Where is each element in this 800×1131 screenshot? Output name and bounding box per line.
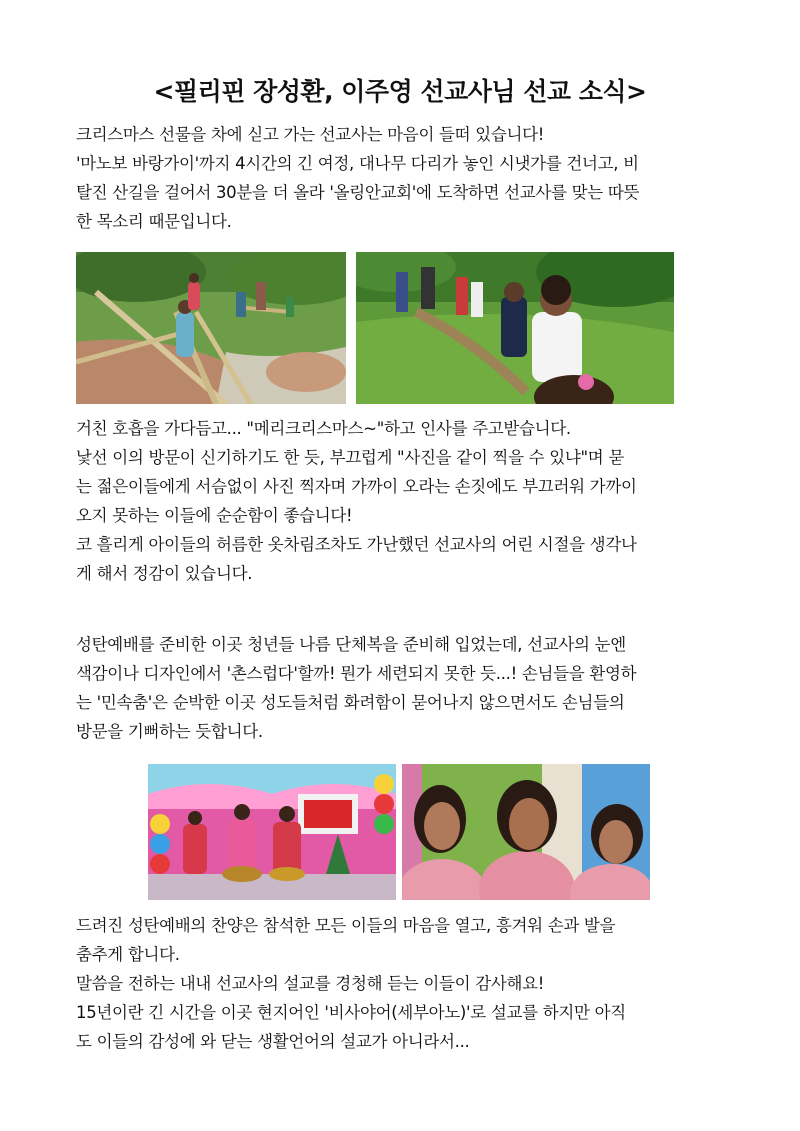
text-line: 성탄예배를 준비한 이곳 청년들 나름 단체복을 준비해 입었는데, 선교사의 눈엔 [76, 635, 626, 654]
text-line: '마노보 바랑가이'까지 4시간의 긴 여정, 대나무 다리가 놓인 시냇가를 건너고, 비 [76, 154, 639, 173]
text-line: 한 목소리 때문입니다. [76, 212, 232, 231]
text-line: 춤추게 합니다. [76, 945, 180, 964]
text-line: 게 해서 정감이 있습니다. [76, 564, 253, 583]
paragraph-greeting [76, 414, 726, 588]
paragraph-worship [76, 911, 726, 1056]
text-line: 드려진 성탄예배의 찬양은 참석한 모든 이들의 마음을 열고, 흥겨워 손과 발을 [76, 916, 616, 935]
text-line: 낯선 이의 방문이 신기하기도 한 듯, 부끄럽게 "사진을 같이 찍을 수 있냐"며 묻 [76, 448, 625, 467]
text-line: 는 '민속춤'은 순박한 이곳 성도들처럼 화려함이 묻어나지 않으면서도 손님들의 [76, 693, 625, 712]
text-line: 오지 못하는 이들에 순순함이 좋습니다! [76, 506, 353, 525]
text-line: 는 젊은이들에게 서슴없이 사진 찍자며 가까이 오라는 손짓에도 부끄러워 가까이 [76, 477, 637, 496]
text-line: 15년이란 긴 시간을 이곳 현지어인 '비사야어(세부아노)'로 설교를 하지만 아직 [76, 1003, 626, 1022]
paragraph-intro [76, 120, 726, 236]
photo-youth-choir [402, 764, 650, 900]
text-line: 탈진 산길을 걸어서 30분을 더 올라 '올링안교회'에 도착하면 선교사를 맞는 따뜻 [76, 183, 640, 202]
text-line: 도 이들의 감성에 와 닫는 생활언어의 설교가 아니라서... [76, 1032, 470, 1051]
text-line: 크리스마스 선물을 차에 싣고 가는 선교사는 마음이 들떠 있습니다! [76, 125, 545, 144]
text-line: 방문을 기뻐하는 듯합니다. [76, 722, 263, 741]
text-line: 코 흘리게 아이들의 허름한 옷차림조차도 가난했던 선교사의 어린 시절을 생각나 [76, 535, 637, 554]
photo-bamboo-bridge [76, 252, 346, 404]
text-line: 색감이나 디자인에서 '촌스럽다'할까! 뭔가 세련되지 못한 듯...! 손님들을 환영하 [76, 664, 637, 683]
photo-hillside-path [356, 252, 674, 404]
photo-folk-dance [148, 764, 396, 900]
text-line: 말씀을 전하는 내내 선교사의 설교를 경청해 듣는 이들이 감사해요! [76, 974, 545, 993]
page-title: <필리핀 장성환, 이주영 선교사님 선교 소식> [153, 77, 647, 106]
paragraph-christmas-service [76, 630, 726, 746]
text-line: 거친 호흡을 가다듬고... "메리크리스마스~"하고 인사를 주고받습니다. [76, 419, 571, 438]
